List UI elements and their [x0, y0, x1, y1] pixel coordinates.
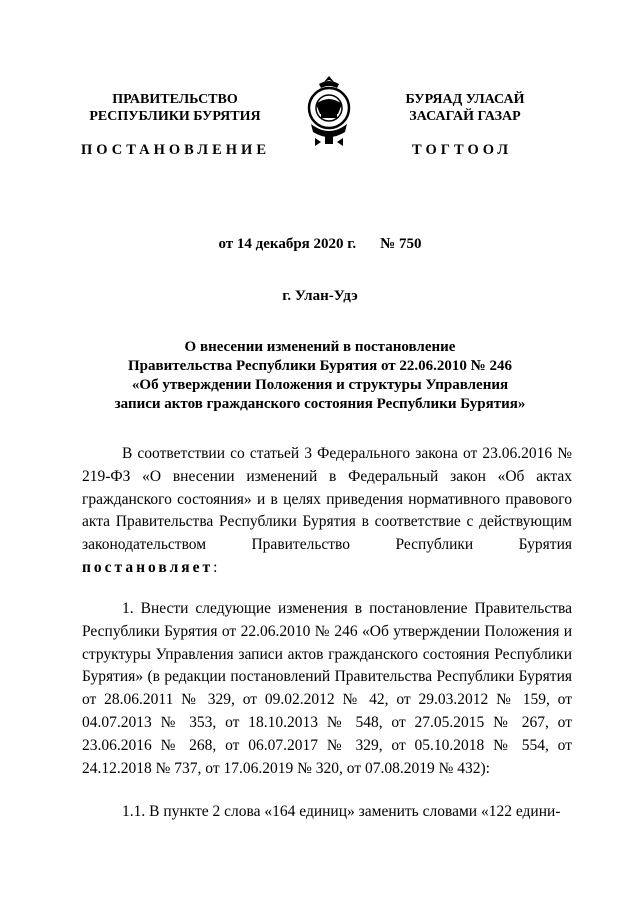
- government-name-russian: [80, 91, 270, 125]
- document-kind-russian: ПОСТАНОВЛЕНИЕ: [81, 142, 271, 158]
- government-name-line-2: РЕСПУБЛИКИ БУРЯТИЯ: [89, 109, 261, 124]
- preamble-text: В соответствии со статьей 3 Федерального закона от 23.06.2016 № 219-ФЗ «О внесении изменений в Федеральный закон «Об актах гражданского состояния» и в целях приведения нормативного правового акта Правительства Республики Бурятия в соответствие с действующим законодательством Правительство Республики Бурятия: [82, 445, 572, 554]
- government-name-buryat-line-1: БУРЯАД УЛАСАЙ: [405, 92, 525, 107]
- decree-word: постановляет: [82, 558, 214, 576]
- decree-colon: :: [213, 558, 218, 576]
- document-kind-buryat: ТОГТООЛ: [412, 142, 513, 158]
- document-number: № 750: [380, 236, 422, 252]
- title-line: записи актов гражданского состояния Республики Бурятия»: [114, 396, 526, 412]
- government-name-buryat: [385, 91, 545, 125]
- date-and-number: [80, 236, 560, 253]
- title-line: «Об утверждении Положения и структуры Управления: [131, 377, 509, 393]
- title-line: О внесении изменений в постановление: [184, 339, 456, 355]
- preamble-paragraph: [82, 443, 572, 580]
- government-name-buryat-line-2: ЗАСАГАЙ ГАЗАР: [409, 109, 521, 124]
- title-line: Правительства Республики Бурятия от 22.06.2010 № 246: [127, 358, 512, 374]
- item-1-paragraph: 1. Внести следующие изменения в постановление Правительства Республики Бурятия от 22.06.2010 № 246 «Об утверждении Положения и структуры Управления записи актов гражданского состояния Республики Бурятия» (в редакции постановлений Правительства Республики Бурятия от 28.06.2011 № 329, от 09.02.2012 № 42, от 29.03.2012 № 159, от 04.07.2013 № 353, от 18.10.2013 № 548, от 27.05.2015 № 267, от 23.06.2016 № 268, от 06.07.2017 № 329, от 05.10.2018 № 554, от 24.12.2018 № 737, от 17.06.2019 № 320, от 07.08.2019 № 432):: [82, 600, 572, 777]
- document-date: от 14 декабря 2020 г.: [218, 236, 357, 252]
- city: г. Улан-Удэ: [282, 288, 358, 304]
- government-name-line-1: ПРАВИТЕЛЬСТВО: [112, 92, 238, 107]
- item-1-1-paragraph: 1.1. В пункте 2 слова «164 единиц» заменить словами «122 едини-: [122, 803, 561, 820]
- document-title: [80, 338, 560, 414]
- coat-of-arms-icon: [301, 74, 357, 148]
